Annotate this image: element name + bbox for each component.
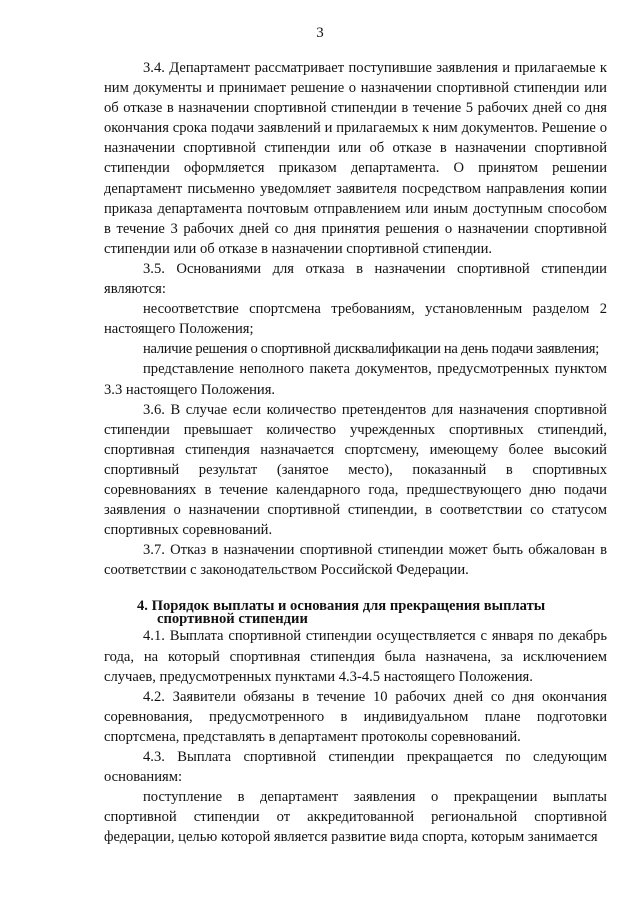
paragraph-3-4: 3.4. Департамент рассматривает поступившие заявления и прилагаемые к ним документы и принимает решение о назначении спортивной стипендии или об отказе в назначении спортивной стипендии в течение 5 рабочих дней со дня окончания срока подачи заявлений и прилагаемых к ним документов. Решение о назначении спортивной стипендии или об отказе в назначении спортивной стипендии оформляется приказом департамента. О принятом решении департамент письменно уведомляет заявителя посредством направления копии приказа департамента почтовым отправлением или иным доступным способом в течение 3 рабочих дней со дня принятия решения о назначении спортивной стипендии или об отказе в назначении спортивной стипендии. — [104, 60, 607, 257]
section-4-heading-line-1: 4. Порядок выплаты и основания для прекращения выплаты — [137, 598, 546, 615]
paragraph-4-2: 4.2. Заявители обязаны в течение 10 рабочих дней со дня окончания соревнования, предусмотренного в индивидуальном плане подготовки спортсмена, представлять в департамент протоколы соревнований. — [104, 688, 607, 745]
paragraph-3-5-item-1: несоответствие спортсмена требованиям, установленным разделом 2 настоящего Положения; — [104, 301, 607, 338]
paragraph-4-3: 4.3. Выплата спортивной стипендии прекращается по следующим основаниям: — [104, 749, 607, 786]
paragraph-3-5: 3.5. Основаниями для отказа в назначении спортивной стипендии являются: — [104, 260, 607, 298]
paragraph-3-5-item-3: представление неполного пакета документов, предусмотренных пунктом 3.3 настоящего Положения. — [104, 361, 607, 398]
paragraph-3-5-item-2: наличие решения о спортивной дисквалификации на день подачи заявления; — [143, 341, 599, 358]
paragraph-4-3-item-1: поступление в департамент заявления о прекращении выплаты спортивной стипендии от аккредитованной региональной спортивной федерации, целью которой является развитие вида спорта, которым занимается — [104, 789, 607, 846]
paragraph-4-1: 4.1. Выплата спортивной стипендии осуществляется с января по декабрь года, на который спортивная стипендия была назначена, за исключением случаев, предусмотренных пунктами 4.3-4.5 настоящего Положения. — [104, 628, 607, 685]
section-4-heading — [104, 600, 607, 626]
section-spacer — [104, 580, 607, 600]
document-body — [104, 58, 607, 847]
section-4-heading-line-2: спортивной стипендии — [157, 611, 308, 628]
paragraph-3-6: 3.6. В случае если количество претендентов для назначения спортивной стипендии превышает количество учрежденных спортивных стипендий, спортивная стипендия назначается спортсмену, имеющему более высокий спортивный результат (занятое место), показанный в спортивных соревнованиях в течение календарного года, предшествующего дню подачи заявления о назначении спортивной стипендии, в соответствии со статусом спортивных соревнований. — [104, 401, 607, 539]
page-number: 3 — [316, 25, 324, 41]
paragraph-3-7: 3.7. Отказ в назначении спортивной стипендии может быть обжалован в соответствии с законодательством Российской Федерации. — [104, 542, 607, 579]
